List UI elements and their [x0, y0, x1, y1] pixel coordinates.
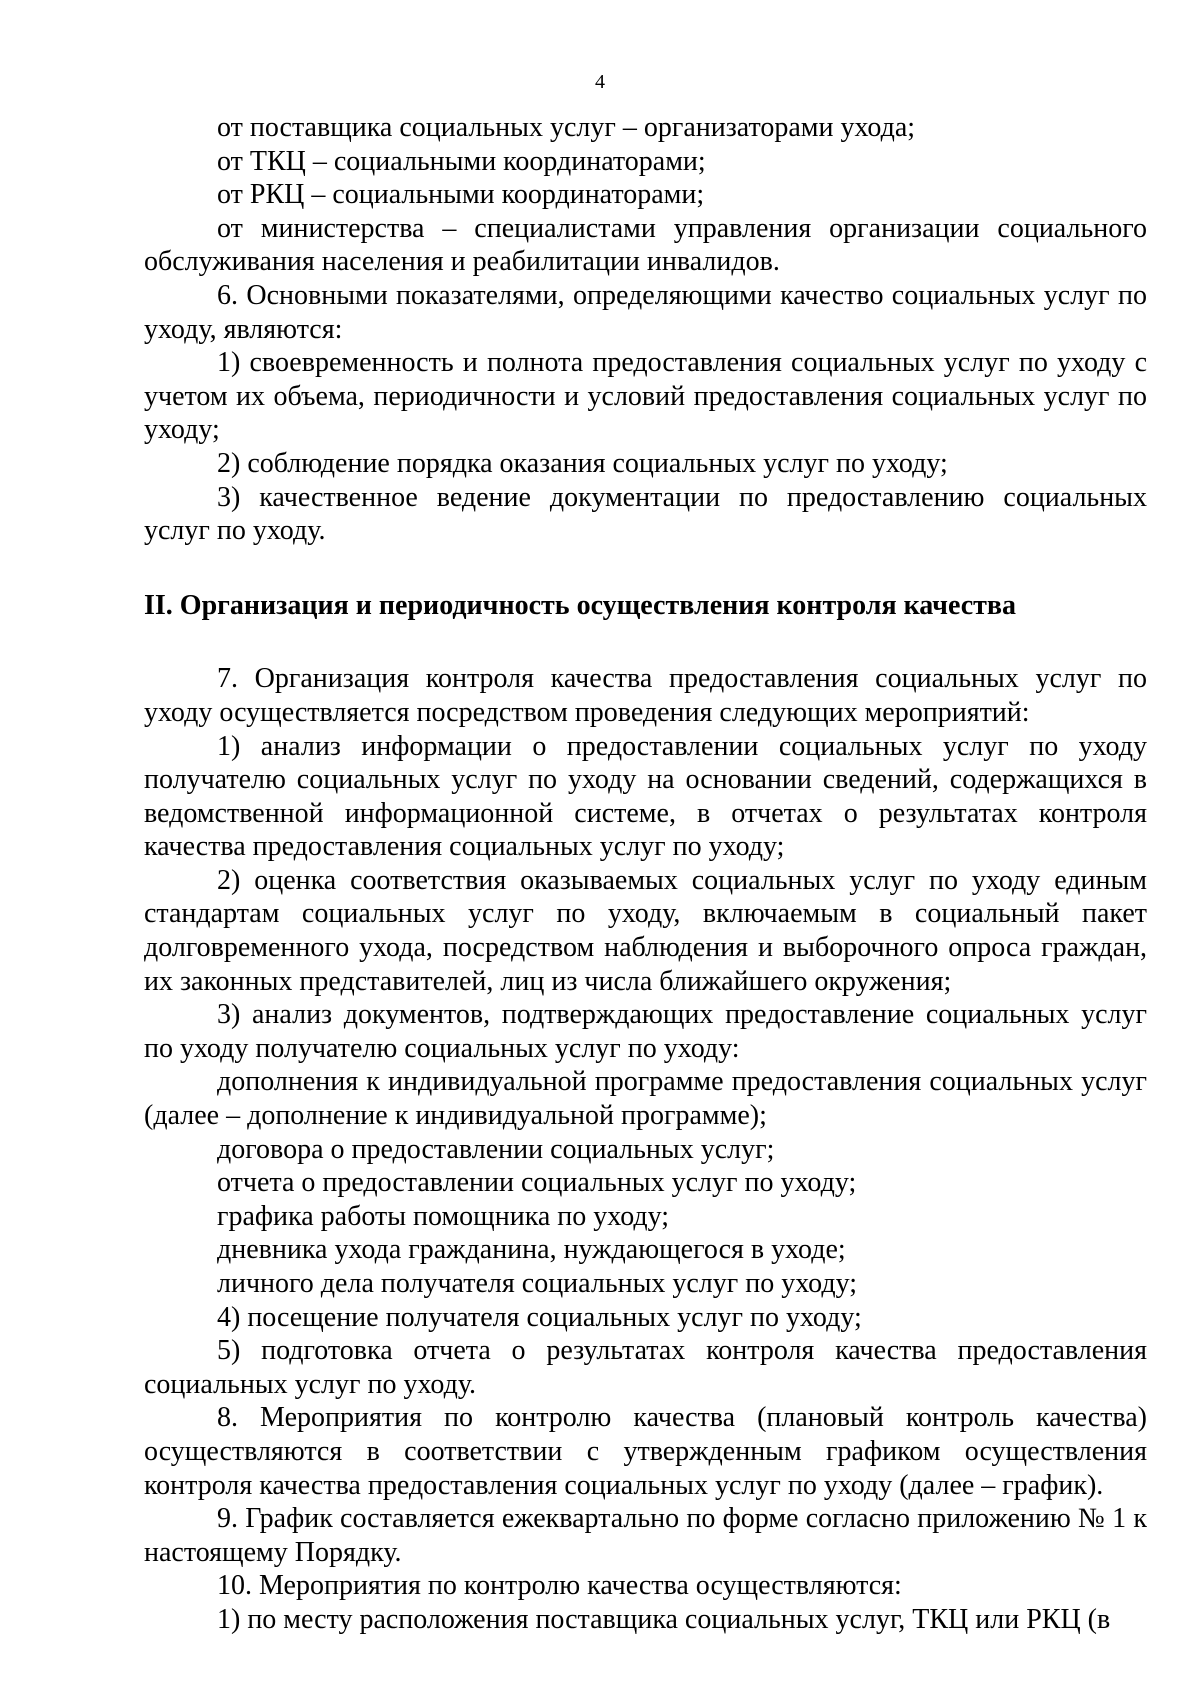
paragraph: дополнения к индивидуальной программе предоставления социальных услуг (далее – дополнение к индивидуальной программе); — [144, 1066, 1147, 1132]
paragraph: от ТКЦ – социальными координаторами; — [217, 145, 706, 177]
paragraph: дневника ухода гражданина, нуждающегося в уходе; — [217, 1234, 846, 1266]
paragraph: 4) посещение получателя социальных услуг по уходу; — [217, 1301, 862, 1333]
paragraph: 8. Мероприятия по контролю качества (плановый контроль качества) осуществляются в соответствии с утвержденным графиком осуществления контроля качества предоставления социальных услуг по уходу (далее – график). — [144, 1402, 1147, 1501]
paragraph: 1) по месту расположения поставщика социальных услуг, ТКЦ или РКЦ (в — [217, 1603, 1111, 1635]
paragraph: 1) анализ информации о предоставлении социальных услуг по уходу получателю социальных услуг по уходу на основании сведений, содержащихся в ведомственной информационной системе, в отчетах о результатах контроля качества предоставления социальных услуг по уходу; — [144, 730, 1147, 863]
page-number: 4 — [595, 71, 605, 93]
paragraph: 10. Мероприятия по контролю качества осуществляются: — [217, 1570, 902, 1602]
paragraph: личного дела получателя социальных услуг по уходу; — [217, 1268, 858, 1299]
paragraph: от РКЦ – социальными координаторами; — [217, 179, 705, 211]
paragraph: 1) своевременность и полнота предоставления социальных услуг по уходу с учетом их объема, периодичности и условий предоставления социальных услуг по уходу; — [144, 347, 1147, 446]
paragraph: 2) соблюдение порядка оказания социальных услуг по уходу; — [217, 447, 948, 479]
document-body — [144, 111, 1147, 1637]
paragraph: от поставщика социальных услуг – организаторами ухода; — [217, 112, 916, 143]
paragraph: договора о предоставлении социальных услуг; — [217, 1133, 775, 1165]
paragraph: от министерства – специалистами управления организации социального обслуживания населения и реабилитации инвалидов. — [144, 212, 1147, 278]
paragraph: 3) анализ документов, подтверждающих предоставление социальных услуг по уходу получателю социальных услуг по уходу: — [144, 999, 1147, 1064]
paragraph: 6. Основными показателями, определяющими качество социальных услуг по уходу, являются: — [144, 279, 1147, 345]
paragraph: 7. Организация контроля качества предоставления социальных услуг по уходу осуществляется посредством проведения следующих мероприятий: — [144, 663, 1147, 728]
paragraph: отчета о предоставлении социальных услуг по уходу; — [217, 1167, 857, 1199]
paragraph: 2) оценка соответствия оказываемых социальных услуг по уходу единым стандартам социальных услуг по уходу, включаемым в социальный пакет долговременного ухода, посредством наблюдения и выборочного опроса граждан, их законных представителей, лиц из числа ближайшего окружения; — [144, 864, 1147, 997]
paragraph: 3) качественное ведение документации по предоставлению социальных услуг по уходу. — [144, 481, 1147, 547]
paragraph: графика работы помощника по уходу; — [217, 1200, 670, 1232]
paragraph: 5) подготовка отчета о результатах контроля качества предоставления социальных услуг по уходу. — [144, 1335, 1147, 1400]
section-heading: II. Организация и периодичность осуществления контроля качества — [144, 589, 1017, 621]
paragraph: 9. График составляется ежеквартально по форме согласно приложению № 1 к настоящему Порядку. — [144, 1503, 1147, 1568]
